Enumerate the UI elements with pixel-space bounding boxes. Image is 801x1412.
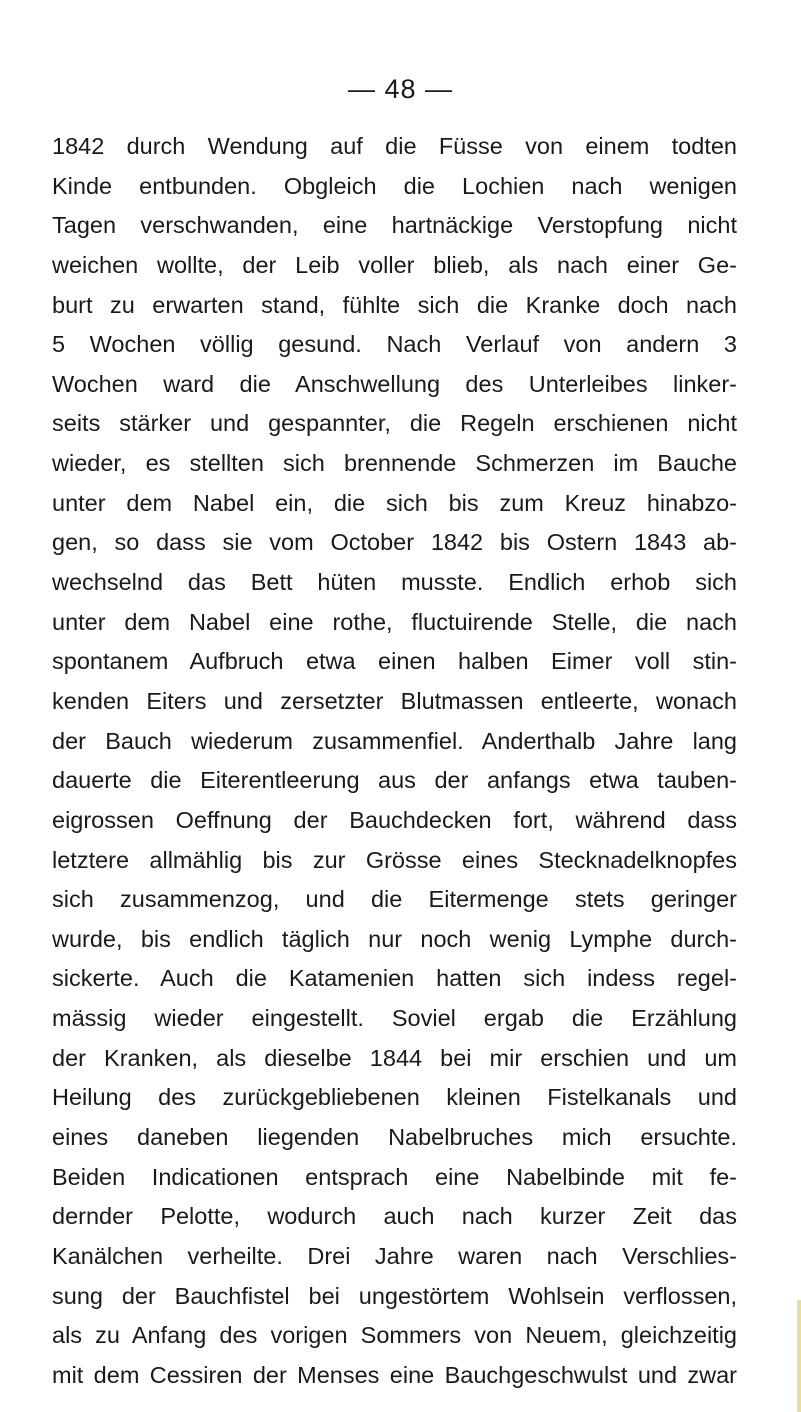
text-line: kenden Eiters und zersetzter Blutmassen entleerte, wonach <box>52 687 737 714</box>
text-line: der Bauch wiederum zusammenfiel. Anderthalb Jahre lang <box>52 727 737 754</box>
text-line: wurde, bis endlich täglich nur noch wenig Lymphe durch- <box>52 925 737 952</box>
text-line: sich zusammenzog, und die Eitermenge stets geringer <box>52 886 737 913</box>
text-line: Wochen ward die Anschwellung des Unterleibes linker- <box>52 370 737 397</box>
text-line: spontanem Aufbruch etwa einen halben Eimer voll stin- <box>52 648 737 675</box>
text-line: Tagen verschwanden, eine hartnäckige Verstopfung nicht <box>52 212 737 239</box>
text-line: unter dem Nabel eine rothe, fluctuirende Stelle, die nach <box>52 608 737 635</box>
text-line: 1842 durch Wendung auf die Füsse von einem todten <box>52 133 737 159</box>
text-line: seits stärker und gespannter, die Regeln erschienen nicht <box>52 410 737 437</box>
text-line: der Kranken, als dieselbe 1844 bei mir erschien und um <box>52 1044 737 1071</box>
text-line: 5 Wochen völlig gesund. Nach Verlauf von andern 3 <box>52 331 737 358</box>
text-line: wechselnd das Bett hüten musste. Endlich erhob sich <box>52 569 737 596</box>
text-line: letztere allmählig bis zur Grösse eines Stecknadelknopfes <box>52 846 737 873</box>
text-line: mässig wieder eingestellt. Soviel ergab die Erzählung <box>52 1005 737 1032</box>
text-line: Kanälchen verheilte. Drei Jahre waren nach Verschlies- <box>52 1242 737 1269</box>
text-line: sung der Bauchfistel bei ungestörtem Wohlsein verflossen, <box>52 1282 737 1309</box>
text-line: Kinde entbunden. Obgleich die Lochien nach wenigen <box>52 172 737 199</box>
text-line: eines daneben liegenden Nabelbruches mich ersuchte. <box>52 1124 737 1151</box>
text-line: sickerte. Auch die Katamenien hatten sich indess regel- <box>52 965 737 992</box>
body-text <box>52 127 737 1396</box>
text-line: dauerte die Eiterentleerung aus der anfangs etwa tauben- <box>52 767 737 794</box>
text-line: dernder Pelotte, wodurch auch nach kurzer Zeit das <box>52 1203 737 1230</box>
text-line: mit dem Cessiren der Menses eine Bauchgeschwulst und zwar <box>52 1361 737 1388</box>
text-line: wieder, es stellten sich brennende Schmerzen im Bauche <box>52 450 737 477</box>
text-line: als zu Anfang des vorigen Sommers von Neuem, gleichzeitig <box>52 1322 737 1349</box>
text-line: weichen wollte, der Leib voller blieb, als nach einer Ge- <box>52 251 737 278</box>
text-line: gen, so dass sie vom October 1842 bis Ostern 1843 ab- <box>52 529 737 556</box>
text-line: burt zu erwarten stand, fühlte sich die Kranke doch nach <box>52 291 737 318</box>
text-line: eigrossen Oeffnung der Bauchdecken fort, während dass <box>52 806 737 833</box>
text-line: Heilung des zurückgebliebenen kleinen Fistelkanals und <box>52 1084 737 1111</box>
text-line: unter dem Nabel ein, die sich bis zum Kreuz hinabzo- <box>52 489 737 516</box>
text-line: Beiden Indicationen entsprach eine Nabelbinde mit fe- <box>52 1163 737 1190</box>
page-edge-mark <box>797 1300 801 1412</box>
page-number: — 48 — <box>347 74 454 104</box>
